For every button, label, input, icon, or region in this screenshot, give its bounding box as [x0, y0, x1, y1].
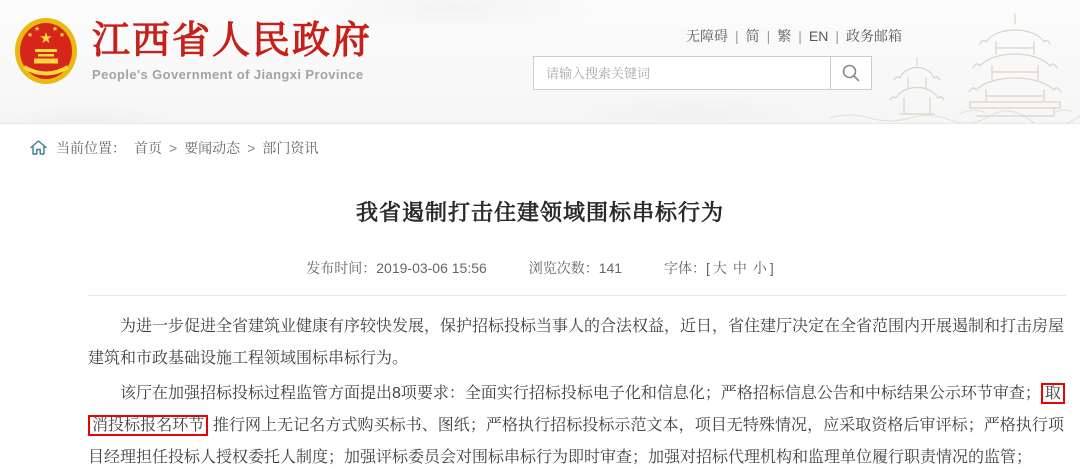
bracket-close: ] [769, 260, 774, 276]
view-count-value: 141 [598, 260, 623, 276]
site-name-english: People's Government of Jiangxi Province [92, 67, 364, 82]
svg-text:★: ★ [58, 32, 66, 39]
font-size-large[interactable]: 大 [712, 260, 727, 276]
link-divider: | [798, 28, 802, 44]
search-icon [841, 63, 861, 83]
national-emblem-icon [14, 17, 78, 85]
view-count-label: 浏览次数： [528, 260, 599, 276]
top-link-simplified[interactable]: 简 [745, 28, 760, 44]
font-size-label: 字体： [663, 260, 706, 276]
link-divider: | [835, 28, 840, 44]
top-link-accessibility[interactable]: 无障碍 [686, 28, 728, 44]
top-link-traditional[interactable]: 繁 [777, 28, 792, 44]
publish-time-label: 发布时间： [306, 260, 377, 276]
view-count [529, 260, 622, 276]
search-button[interactable] [830, 56, 872, 90]
home-icon [30, 140, 47, 155]
site-header [0, 0, 1080, 124]
article-meta [88, 258, 992, 278]
paragraph-2-rest: 推行网上无记名方式购买标书、图纸；严格执行招标投标示范文本，项目无特殊情况，应采取资格后审评标；严格执行项目经理担任投标人授权委托人制度；加强评标委员会对围标串标行为即时审查；加强对招标代理机构和监理单位履行职责情况的监管； [88, 417, 1064, 466]
article [0, 196, 1080, 474]
font-size-small[interactable]: 小 [752, 260, 767, 276]
paragraph-2-lead: 该厅在加强招标投标过程监管方面提出8项要求：全面实行招标投标电子化和信息化；严格招标信息公告和中标结果公示环节审查； [120, 385, 1041, 402]
font-size-switcher [664, 260, 774, 276]
breadcrumb-separator: > [247, 139, 256, 156]
breadcrumb-label: 当前位置： [56, 139, 126, 156]
breadcrumb-home[interactable]: 首页 [134, 139, 162, 156]
breadcrumb-news[interactable]: 要闻动态 [184, 139, 241, 156]
paragraph-2 [88, 378, 1064, 474]
svg-text:★: ★ [26, 32, 34, 39]
logo-text [92, 17, 372, 82]
search-bar [533, 56, 872, 90]
paragraph-1: 为进一步促进全省建筑业健康有序较快发展，保护招标投标当事人的合法权益，近日，省住建厅决定在全省范围内开展遏制和打击房屋建筑和市政基础设施工程领域围标串标行为。 [88, 318, 1065, 367]
bracket-open: [ [705, 260, 710, 276]
svg-text:★: ★ [51, 26, 59, 33]
meta-divider [88, 295, 1066, 296]
svg-text:★: ★ [33, 26, 41, 33]
breadcrumb-separator: > [169, 139, 178, 156]
publish-time-value: 2019-03-06 15:56 [376, 260, 487, 276]
top-utility-nav [686, 26, 902, 46]
red-box-annotation: 取消投标报名环节 [88, 383, 1065, 436]
svg-text:★: ★ [39, 30, 53, 47]
article-body [88, 311, 1064, 474]
article-title: 我省遏制打击住建领域围标串标行为 [355, 200, 724, 225]
site-logo[interactable] [14, 17, 372, 85]
site-name: 江西省人民政府 [92, 20, 373, 62]
top-link-english[interactable]: EN [808, 28, 829, 44]
publish-time [306, 260, 487, 276]
font-size-medium[interactable]: 中 [732, 260, 747, 276]
top-link-gov-mail[interactable]: 政务邮箱 [846, 28, 903, 44]
breadcrumb-department-info[interactable]: 部门资讯 [262, 139, 319, 156]
link-divider: | [735, 28, 739, 44]
search-input[interactable] [533, 56, 830, 90]
breadcrumb [0, 124, 1080, 171]
link-divider: | [766, 28, 771, 44]
